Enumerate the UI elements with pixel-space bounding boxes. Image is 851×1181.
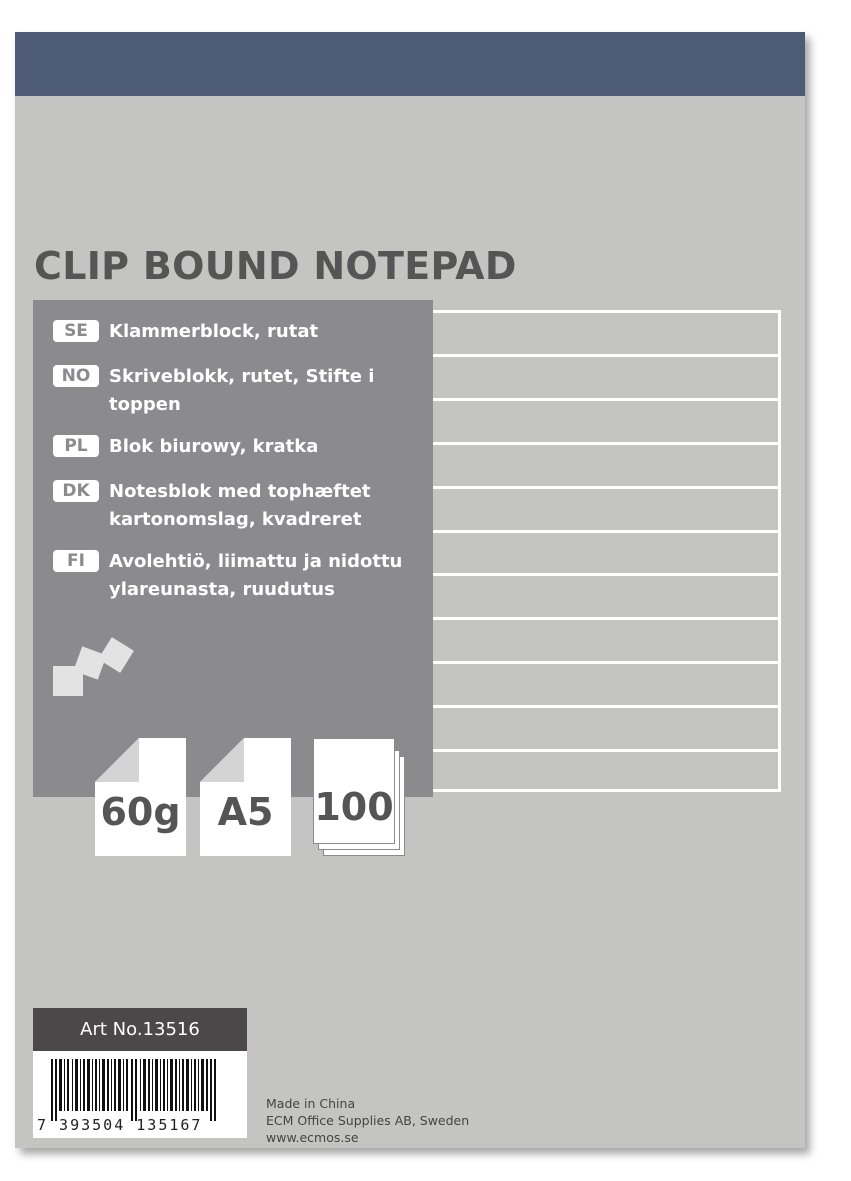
paper-weight-label: 60g (100, 790, 181, 834)
article-barcode-block (33, 1008, 247, 1138)
paper-weight-card (95, 738, 186, 856)
language-panel (33, 300, 433, 797)
lang-row-dk (53, 478, 399, 534)
lang-description: Notesblok med tophæftet kartonomslag, kvadreret (109, 481, 371, 530)
maker-line: ECM Office Supplies AB, Sweden (266, 1113, 470, 1128)
sheet-count-label: 100 (314, 785, 394, 829)
lang-row-no (53, 363, 389, 419)
barcode (33, 1051, 247, 1138)
ruled-grid-graphic (433, 310, 781, 792)
product-title: CLIP BOUND NOTEPAD (34, 244, 517, 288)
sheet-count-card (313, 738, 395, 844)
lang-code-badge: DK (53, 480, 99, 502)
lang-row-se (53, 318, 429, 346)
maker-line: www.ecmos.se (266, 1130, 359, 1145)
barcode-number: 7 393504 135167 (37, 1116, 203, 1134)
lang-description: Avolehtiö, liimattu ja nidottu ylareunasta, ruudutus (109, 551, 403, 600)
lang-description: Blok biurowy, kratka (109, 436, 319, 457)
lang-row-fi (53, 548, 439, 604)
barcode-bars-icon (51, 1059, 231, 1121)
lang-code-badge: PL (53, 435, 99, 457)
notepad-cover (15, 32, 805, 1148)
paper-size-label: A5 (217, 790, 274, 834)
maker-line: Made in China (266, 1096, 356, 1111)
lang-description: Skriveblokk, rutet, Stifte i toppen (109, 366, 375, 415)
manufacturer-info (266, 1095, 469, 1146)
sheet-count-stack (313, 738, 409, 858)
lang-description: Klammerblock, rutat (109, 321, 319, 342)
lang-code-badge: FI (53, 550, 99, 572)
article-number: Art No.13516 (33, 1008, 247, 1051)
paper-size-card (200, 738, 291, 856)
top-band (15, 32, 805, 96)
grid-squares-icon (51, 636, 141, 706)
lang-code-badge: SE (53, 320, 99, 342)
lang-code-badge: NO (53, 365, 99, 387)
lang-row-pl (53, 433, 429, 461)
